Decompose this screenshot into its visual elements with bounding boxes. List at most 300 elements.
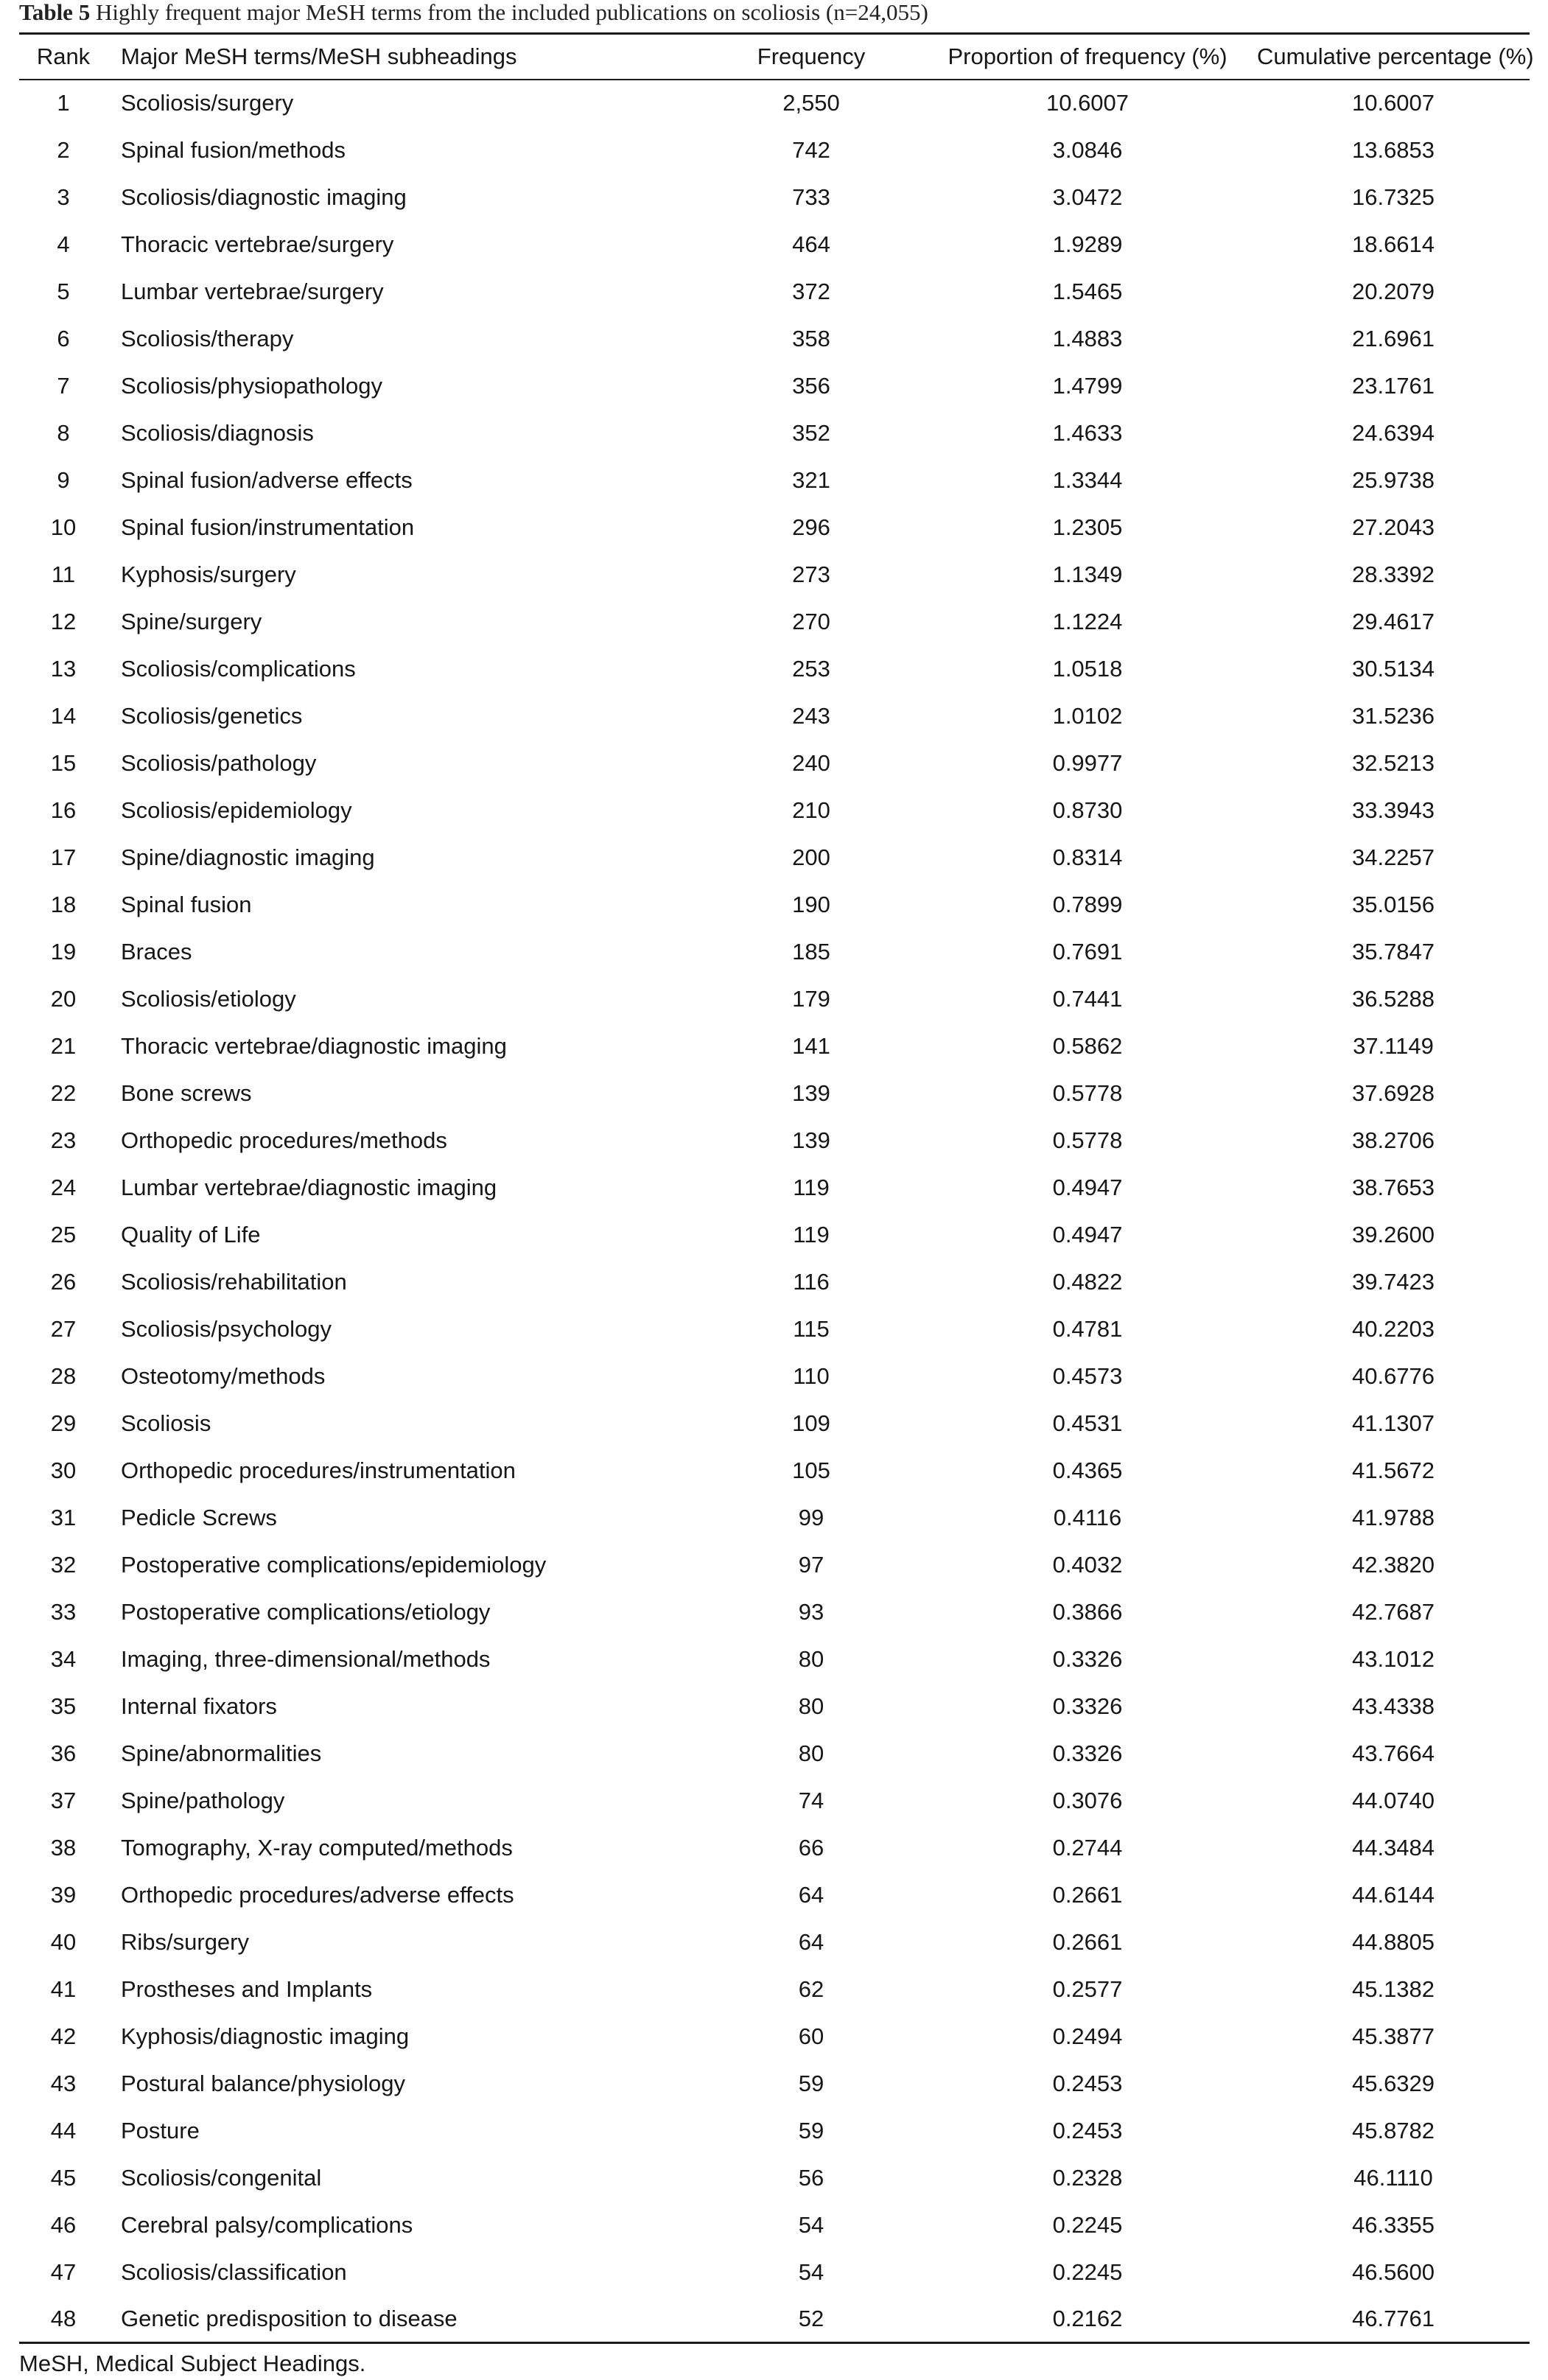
cell-cumulative: 39.7423 — [1351, 1268, 1435, 1295]
table-row — [19, 1447, 1530, 1494]
cell-rank: 37 — [50, 1787, 77, 1813]
cell-frequency: 356 — [792, 372, 830, 399]
cell-rank: 6 — [57, 325, 70, 351]
cell-cumulative: 25.9738 — [1351, 466, 1435, 493]
table-caption-text: Highly frequent major MeSH terms from the included publications on scoliosis (n=24,055) — [95, 0, 928, 25]
cell-rank: 46 — [50, 2211, 77, 2238]
table-row — [19, 1400, 1530, 1447]
cell-rank: 22 — [50, 1079, 77, 1106]
cell-cumulative: 41.5672 — [1351, 1457, 1435, 1483]
cell-frequency: 185 — [792, 938, 830, 965]
cell-rank: 47 — [50, 2258, 77, 2285]
cell-frequency: 742 — [792, 136, 830, 163]
cell-frequency: 372 — [792, 278, 830, 304]
cell-proportion: 0.2245 — [1052, 2258, 1123, 2285]
cell-term: Imaging, three-dimensional/methods — [121, 1645, 491, 1672]
table-header-row — [19, 34, 1530, 80]
cell-frequency: 54 — [798, 2258, 824, 2285]
cell-proportion: 0.2453 — [1052, 2070, 1123, 2096]
cell-rank: 34 — [50, 1645, 77, 1672]
cell-cumulative: 20.2079 — [1351, 278, 1435, 304]
cell-proportion: 0.9977 — [1052, 749, 1123, 776]
cell-cumulative: 28.3392 — [1351, 561, 1435, 587]
cell-frequency: 270 — [792, 608, 830, 634]
cell-proportion: 0.2577 — [1052, 1975, 1123, 2002]
cell-cumulative: 44.6144 — [1351, 1881, 1435, 1908]
cell-proportion: 0.4947 — [1052, 1221, 1123, 1247]
cell-proportion: 0.2494 — [1052, 2023, 1123, 2049]
cell-rank: 21 — [50, 1032, 77, 1059]
cell-cumulative: 34.2257 — [1351, 844, 1435, 870]
table-row — [19, 834, 1530, 881]
cell-rank: 39 — [50, 1881, 77, 1908]
cell-proportion: 0.2661 — [1052, 1881, 1123, 1908]
table-row — [19, 551, 1530, 598]
cell-term: Spine/abnormalities — [121, 1740, 322, 1766]
cell-frequency: 60 — [798, 2023, 824, 2049]
cell-frequency: 74 — [798, 1787, 824, 1813]
cell-term: Orthopedic procedures/instrumentation — [121, 1457, 516, 1483]
header-rank: Rank — [19, 34, 108, 80]
cell-frequency: 240 — [792, 749, 830, 776]
cell-frequency: 296 — [792, 514, 830, 540]
cell-frequency: 253 — [792, 655, 830, 682]
cell-proportion: 1.5465 — [1052, 278, 1123, 304]
cell-rank: 36 — [50, 1740, 77, 1766]
cell-cumulative: 13.6853 — [1351, 136, 1435, 163]
cell-proportion: 0.3866 — [1052, 1598, 1123, 1625]
cell-rank: 13 — [50, 655, 77, 682]
cell-rank: 20 — [50, 985, 77, 1012]
cell-cumulative: 41.1307 — [1351, 1410, 1435, 1436]
cell-term: Thoracic vertebrae/diagnostic imaging — [121, 1032, 507, 1059]
cell-rank: 44 — [50, 2117, 77, 2143]
cell-frequency: 141 — [792, 1032, 830, 1059]
cell-term: Postoperative complications/etiology — [121, 1598, 491, 1625]
cell-proportion: 0.3326 — [1052, 1693, 1123, 1719]
cell-cumulative: 36.5288 — [1351, 985, 1435, 1012]
cell-rank: 8 — [57, 419, 70, 446]
cell-proportion: 1.9289 — [1052, 231, 1123, 257]
cell-term: Ribs/surgery — [121, 1928, 249, 1955]
table-row — [19, 1730, 1530, 1777]
cell-frequency: 80 — [798, 1693, 824, 1719]
table-row — [19, 645, 1530, 693]
table-row — [19, 2060, 1530, 2107]
cell-frequency: 358 — [792, 325, 830, 351]
cell-cumulative: 16.7325 — [1351, 183, 1435, 210]
cell-rank: 40 — [50, 1928, 77, 1955]
cell-proportion: 10.6007 — [1046, 90, 1130, 116]
cell-rank: 12 — [50, 608, 77, 634]
table-row — [19, 1636, 1530, 1683]
cell-proportion: 0.4781 — [1052, 1315, 1123, 1342]
cell-term: Kyphosis/surgery — [121, 561, 296, 587]
cell-cumulative: 45.1382 — [1351, 1975, 1435, 2002]
cell-cumulative: 42.7687 — [1351, 1598, 1435, 1625]
cell-term: Bone screws — [121, 1079, 252, 1106]
cell-term: Posture — [121, 2117, 200, 2143]
cell-rank: 10 — [50, 514, 77, 540]
cell-proportion: 3.0846 — [1052, 136, 1123, 163]
cell-term: Thoracic vertebrae/surgery — [121, 231, 394, 257]
cell-cumulative: 37.6928 — [1351, 1079, 1435, 1106]
cell-proportion: 0.5862 — [1052, 1032, 1123, 1059]
cell-frequency: 59 — [798, 2070, 824, 2096]
cell-proportion: 0.2744 — [1052, 1834, 1123, 1861]
cell-term: Spine/pathology — [121, 1787, 285, 1813]
cell-cumulative: 33.3943 — [1351, 797, 1435, 823]
table-body — [19, 80, 1530, 2343]
cell-frequency: 59 — [798, 2117, 824, 2143]
cell-proportion: 0.7691 — [1052, 938, 1123, 965]
cell-cumulative: 39.2600 — [1351, 1221, 1435, 1247]
cell-rank: 15 — [50, 749, 77, 776]
cell-term: Scoliosis/pathology — [121, 749, 317, 776]
cell-term: Cerebral palsy/complications — [121, 2211, 413, 2238]
cell-cumulative: 35.7847 — [1351, 938, 1435, 965]
cell-cumulative: 45.8782 — [1351, 2117, 1435, 2143]
cell-frequency: 139 — [792, 1079, 830, 1106]
cell-rank: 2 — [57, 136, 70, 163]
cell-term: Spine/surgery — [121, 608, 262, 634]
cell-proportion: 0.5778 — [1052, 1079, 1123, 1106]
table-row — [19, 740, 1530, 787]
table-row — [19, 2013, 1530, 2060]
table-row — [19, 2202, 1530, 2249]
cell-term: Scoliosis/therapy — [121, 325, 294, 351]
cell-term: Spine/diagnostic imaging — [121, 844, 375, 870]
cell-term: Scoliosis/rehabilitation — [121, 1268, 347, 1295]
cell-frequency: 109 — [792, 1410, 830, 1436]
cell-cumulative: 46.5600 — [1351, 2258, 1435, 2285]
cell-term: Scoliosis/surgery — [121, 90, 294, 116]
cell-rank: 28 — [50, 1362, 77, 1389]
cell-proportion: 0.4947 — [1052, 1174, 1123, 1200]
cell-cumulative: 24.6394 — [1351, 419, 1435, 446]
table-row — [19, 363, 1530, 410]
cell-term: Osteotomy/methods — [121, 1362, 326, 1389]
cell-proportion: 1.0518 — [1052, 655, 1123, 682]
cell-cumulative: 43.4338 — [1351, 1693, 1435, 1719]
cell-frequency: 115 — [793, 1315, 830, 1342]
cell-term: Orthopedic procedures/adverse effects — [121, 1881, 514, 1908]
cell-frequency: 139 — [792, 1127, 830, 1153]
cell-frequency: 56 — [798, 2164, 824, 2191]
cell-rank: 38 — [50, 1834, 77, 1861]
cell-proportion: 0.7899 — [1052, 891, 1123, 917]
cell-rank: 33 — [50, 1598, 77, 1625]
cell-cumulative: 43.1012 — [1351, 1645, 1435, 1672]
table-row — [19, 457, 1530, 504]
cell-cumulative: 44.8805 — [1351, 1928, 1435, 1955]
cell-frequency: 210 — [792, 797, 830, 823]
cell-frequency: 93 — [798, 1598, 824, 1625]
cell-term: Prostheses and Implants — [121, 1975, 373, 2002]
table-row — [19, 1872, 1530, 1919]
cell-proportion: 1.4883 — [1052, 325, 1123, 351]
cell-proportion: 0.5778 — [1052, 1127, 1123, 1153]
cell-frequency: 464 — [792, 231, 830, 257]
cell-proportion: 1.3344 — [1052, 466, 1123, 493]
cell-frequency: 190 — [792, 891, 830, 917]
cell-frequency: 119 — [793, 1174, 830, 1200]
cell-term: Quality of Life — [121, 1221, 261, 1247]
cell-term: Scoliosis — [121, 1410, 211, 1436]
cell-frequency: 243 — [792, 702, 830, 729]
cell-term: Scoliosis/congenital — [121, 2164, 322, 2191]
cell-rank: 4 — [57, 231, 70, 257]
cell-cumulative: 44.3484 — [1351, 1834, 1435, 1861]
cell-rank: 30 — [50, 1457, 77, 1483]
table-row — [19, 1117, 1530, 1164]
table-row — [19, 1494, 1530, 1541]
cell-cumulative: 43.7664 — [1351, 1740, 1435, 1766]
cell-term: Spinal fusion/methods — [121, 136, 346, 163]
table-row — [19, 1966, 1530, 2013]
cell-frequency: 116 — [793, 1268, 830, 1295]
cell-term: Lumbar vertebrae/surgery — [121, 278, 384, 304]
cell-proportion: 0.2245 — [1052, 2211, 1123, 2238]
header-frequency: Frequency — [704, 34, 918, 80]
cell-frequency: 66 — [798, 1834, 824, 1861]
cell-term: Scoliosis/diagnostic imaging — [121, 183, 407, 210]
cell-frequency: 99 — [798, 1504, 824, 1530]
cell-proportion: 1.4799 — [1052, 372, 1123, 399]
table-row — [19, 2107, 1530, 2155]
cell-frequency: 97 — [798, 1551, 824, 1578]
cell-proportion: 3.0472 — [1052, 183, 1123, 210]
table-row — [19, 1259, 1530, 1306]
header-term: Major MeSH terms/MeSH subheadings — [108, 34, 704, 80]
cell-rank: 29 — [50, 1410, 77, 1436]
cell-rank: 23 — [50, 1127, 77, 1153]
cell-proportion: 0.4531 — [1052, 1410, 1123, 1436]
cell-proportion: 0.4365 — [1052, 1457, 1123, 1483]
cell-term: Pedicle Screws — [121, 1504, 277, 1530]
cell-proportion: 0.3326 — [1052, 1645, 1123, 1672]
cell-cumulative: 46.3355 — [1351, 2211, 1435, 2238]
cell-term: Spinal fusion/instrumentation — [121, 514, 415, 540]
cell-cumulative: 46.7761 — [1257, 2296, 1530, 2343]
cell-frequency: 64 — [798, 1881, 824, 1908]
cell-rank: 45 — [50, 2164, 77, 2191]
table-row — [19, 410, 1530, 457]
cell-proportion: 1.1349 — [1052, 561, 1123, 587]
cell-rank: 24 — [50, 1174, 77, 1200]
cell-term: Scoliosis/complications — [121, 655, 356, 682]
table-row — [19, 1353, 1530, 1400]
cell-term: Internal fixators — [121, 1693, 277, 1719]
cell-term: Scoliosis/psychology — [121, 1315, 332, 1342]
cell-cumulative: 21.6961 — [1351, 325, 1435, 351]
table-caption-label: Table 5 — [19, 0, 91, 25]
cell-frequency: 64 — [798, 1928, 824, 1955]
table-row — [19, 1541, 1530, 1589]
cell-term: Scoliosis/diagnosis — [121, 419, 314, 446]
cell-cumulative: 31.5236 — [1351, 702, 1435, 729]
cell-frequency: 733 — [792, 183, 830, 210]
header-proportion: Proportion of frequency (%) — [918, 34, 1257, 80]
table-row — [19, 1683, 1530, 1730]
table-row — [19, 127, 1530, 174]
cell-rank: 25 — [50, 1221, 77, 1247]
cell-rank: 5 — [57, 278, 70, 304]
cell-cumulative: 10.6007 — [1351, 90, 1435, 116]
cell-frequency: 80 — [798, 1645, 824, 1672]
table-row — [19, 2296, 1530, 2343]
cell-cumulative: 40.2203 — [1351, 1315, 1435, 1342]
cell-term: Scoliosis/classification — [121, 2258, 347, 2285]
cell-frequency: 179 — [792, 985, 830, 1012]
table-row — [19, 315, 1530, 363]
cell-term: Scoliosis/genetics — [121, 702, 303, 729]
cell-frequency: 62 — [798, 1975, 824, 2002]
table-row — [19, 598, 1530, 645]
cell-proportion: 1.0102 — [1052, 702, 1123, 729]
cell-rank: 43 — [50, 2070, 77, 2096]
cell-cumulative: 46.1110 — [1353, 2164, 1433, 2191]
cell-cumulative: 42.3820 — [1351, 1551, 1435, 1578]
cell-cumulative: 27.2043 — [1351, 514, 1435, 540]
mesh-terms-table — [19, 32, 1534, 2344]
table-footnote: MeSH, Medical Subject Headings. — [19, 2351, 366, 2376]
cell-proportion: 0.8314 — [1052, 844, 1123, 870]
cell-frequency: 80 — [798, 1740, 824, 1766]
cell-proportion: 0.3326 — [1052, 1740, 1123, 1766]
cell-frequency: 352 — [792, 419, 830, 446]
table-row — [19, 268, 1530, 315]
cell-cumulative: 23.1761 — [1351, 372, 1435, 399]
cell-cumulative: 45.3877 — [1351, 2023, 1435, 2049]
cell-frequency: 273 — [792, 561, 830, 587]
cell-cumulative: 40.6776 — [1351, 1362, 1435, 1389]
cell-term: Kyphosis/diagnostic imaging — [121, 2023, 410, 2049]
table-row — [19, 1777, 1530, 1824]
cell-rank: 17 — [50, 844, 77, 870]
cell-rank: 41 — [50, 1975, 77, 2002]
cell-frequency: 52 — [704, 2296, 918, 2343]
cell-proportion: 0.4822 — [1052, 1268, 1123, 1295]
table-row — [19, 787, 1530, 834]
cell-cumulative: 32.5213 — [1351, 749, 1435, 776]
table-row — [19, 504, 1530, 551]
cell-rank: 35 — [50, 1693, 77, 1719]
cell-frequency: 200 — [792, 844, 830, 870]
cell-rank: 7 — [57, 372, 70, 399]
cell-proportion: 0.7441 — [1052, 985, 1123, 1012]
cell-cumulative: 30.5134 — [1351, 655, 1435, 682]
cell-proportion: 0.2162 — [918, 2296, 1257, 2343]
cell-term: Spinal fusion/adverse effects — [121, 466, 413, 493]
table-row — [19, 1211, 1530, 1259]
cell-proportion: 0.4116 — [1053, 1504, 1122, 1530]
cell-proportion: 0.2453 — [1052, 2117, 1123, 2143]
cell-proportion: 0.4573 — [1052, 1362, 1123, 1389]
table-row — [19, 693, 1530, 740]
cell-proportion: 0.3076 — [1052, 1787, 1123, 1813]
cell-cumulative: 29.4617 — [1351, 608, 1435, 634]
cell-cumulative: 38.7653 — [1351, 1174, 1435, 1200]
table-container — [19, 32, 1534, 2344]
cell-rank: 32 — [50, 1551, 77, 1578]
cell-rank: 14 — [50, 702, 77, 729]
table-row — [19, 1824, 1530, 1872]
cell-rank: 42 — [50, 2023, 77, 2049]
cell-term: Scoliosis/etiology — [121, 985, 296, 1012]
cell-term: Genetic predisposition to disease — [108, 2296, 704, 2343]
table-row — [19, 1023, 1530, 1070]
cell-proportion: 0.2328 — [1052, 2164, 1123, 2191]
cell-rank: 11 — [51, 561, 76, 587]
cell-rank: 27 — [50, 1315, 77, 1342]
cell-cumulative: 44.0740 — [1351, 1787, 1435, 1813]
table-row — [19, 80, 1530, 127]
cell-rank: 1 — [57, 90, 70, 116]
table-row — [19, 976, 1530, 1023]
cell-proportion: 1.4633 — [1052, 419, 1123, 446]
cell-proportion: 0.2661 — [1052, 1928, 1123, 1955]
table-row — [19, 221, 1530, 268]
cell-term: Lumbar vertebrae/diagnostic imaging — [121, 1174, 497, 1200]
cell-frequency: 321 — [792, 466, 830, 493]
table-row — [19, 1919, 1530, 1966]
cell-cumulative: 37.1149 — [1353, 1032, 1434, 1059]
cell-frequency: 119 — [793, 1221, 830, 1247]
table-row — [19, 2249, 1530, 2296]
cell-cumulative: 18.6614 — [1351, 231, 1435, 257]
table-caption — [19, 0, 928, 29]
cell-term: Scoliosis/physiopathology — [121, 372, 382, 399]
cell-rank: 16 — [50, 797, 77, 823]
table-row — [19, 928, 1530, 976]
cell-proportion: 1.1224 — [1052, 608, 1123, 634]
cell-rank: 3 — [57, 183, 70, 210]
table-row — [19, 174, 1530, 221]
cell-term: Braces — [121, 938, 192, 965]
cell-rank: 18 — [50, 891, 77, 917]
table-row — [19, 881, 1530, 928]
cell-rank: 26 — [50, 1268, 77, 1295]
table-row — [19, 1164, 1530, 1211]
cell-proportion: 0.4032 — [1052, 1551, 1123, 1578]
table-row — [19, 1070, 1530, 1117]
cell-term: Postural balance/physiology — [121, 2070, 406, 2096]
cell-proportion: 0.8730 — [1052, 797, 1123, 823]
table-row — [19, 1589, 1530, 1636]
cell-frequency: 2,550 — [782, 90, 840, 116]
cell-rank: 9 — [57, 466, 70, 493]
cell-frequency: 105 — [792, 1457, 830, 1483]
cell-proportion: 1.2305 — [1052, 514, 1123, 540]
cell-frequency: 54 — [798, 2211, 824, 2238]
table-row — [19, 2155, 1530, 2202]
cell-cumulative: 35.0156 — [1351, 891, 1435, 917]
cell-rank: 48 — [19, 2296, 108, 2343]
cell-term: Scoliosis/epidemiology — [121, 797, 352, 823]
cell-rank: 31 — [50, 1504, 77, 1530]
cell-cumulative: 38.2706 — [1351, 1127, 1435, 1153]
cell-term: Spinal fusion — [121, 891, 252, 917]
cell-frequency: 110 — [793, 1362, 830, 1389]
cell-term: Orthopedic procedures/methods — [121, 1127, 447, 1153]
table-row — [19, 1306, 1530, 1353]
cell-cumulative: 41.9788 — [1351, 1504, 1435, 1530]
cell-rank: 19 — [50, 938, 77, 965]
cell-term: Tomography, X-ray computed/methods — [121, 1834, 513, 1861]
cell-cumulative: 45.6329 — [1351, 2070, 1435, 2096]
cell-term: Postoperative complications/epidemiology — [121, 1551, 547, 1578]
